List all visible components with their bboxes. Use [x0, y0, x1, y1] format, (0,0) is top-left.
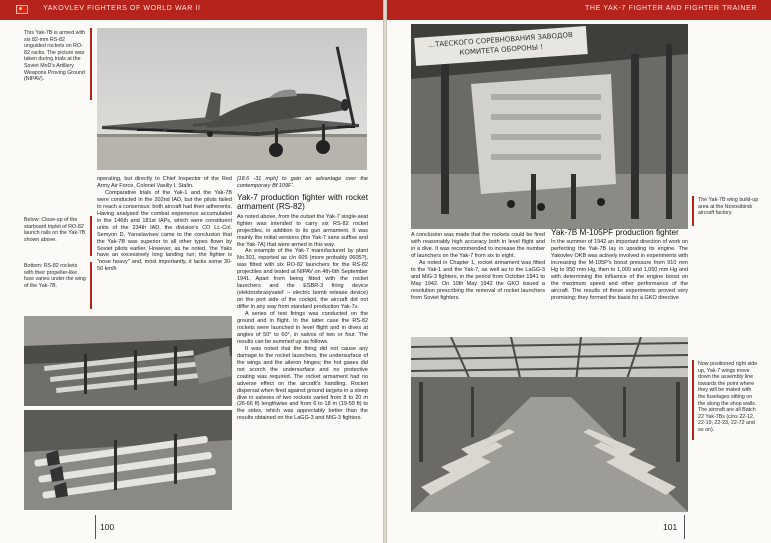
running-head-right: THE YAK-7 FIGHTER AND FIGHTER TRAINER	[585, 5, 757, 12]
caption-rule	[90, 28, 92, 100]
caption-bottom: Now positioned right side up, Yak-7 wings move down the assembly line towards the point where they will be mated with the fuselages sitting on the along the shop walls. The aircraft are all Batch 22 Yak-7Bs (c/ns 22-12, 22-19, 22-23, 22-72 and so on).	[698, 361, 758, 433]
text-column-1	[97, 176, 232, 273]
page-number: 101	[663, 522, 678, 532]
caption-top: This Yak-7B is armed with six 82-mm RS-82 unguided rockets on RO-82 racks. The picture was taken during trials at the Soviet MoD's Artillery Weapons Proving Ground (NIPAV).	[24, 30, 86, 83]
caption-rule	[90, 262, 92, 309]
paragraph: A conclusion was made that the rockets could be fired with reasonably high accuracy both in level flight and in a dive. It was recommended to increase the number of launchers on the Yak-7 from six to eight.	[411, 232, 545, 259]
photo-rs82-rockets-under-wing	[24, 410, 232, 510]
caption-bottom: Bottom: RS-82 rockets with their propeller-like fuse vanes under the wing of the Yak-7B.	[24, 263, 86, 289]
photo-wing-buildup-area	[411, 24, 688, 229]
right-page	[387, 0, 771, 543]
paragraph: As noted above, from the outset the Yak-7 single-seat fighter was intended to carry six RS-82 rocket projectiles, in addition to its gun armament. It was mainly the initial versions (the Yak-7 sans suffixe and the Yak-7A) that were armed in this way.	[237, 213, 368, 248]
text-column-1	[411, 232, 545, 302]
page-number-rule	[684, 515, 685, 539]
paragraph: operating, but directly to Chief Inspector of the Red Army Air Force, Colonel Vasiliy I. Stalin.	[97, 176, 232, 189]
paragraph: It was noted that the firing did not cause any damage to the rocket launchers, the undersurface of the wings and the aileron hinges; the hot gases did not scorch the undersurface and no protective coating was required. The rocket armament had no adverse effect on the aircraft's handling. Rocket dispersal when fired against ground targets in a steep dive in salvoes of two rockets varied from 8 to 20 m (26-66 ft) lengthwise and from 6 to 18 m (19-59 ft) to the sides, which was appreciably better than the results obtained on the LaGG-3 and MiG-3 fighters.	[237, 345, 368, 422]
text-column-2	[551, 228, 688, 302]
photo-yak7b-on-airfield	[97, 28, 367, 170]
caption-rule	[692, 360, 694, 440]
paragraph: Comparative trials of the Yak-1 and the Yak-7B were conducted in the 202nd IAD, but the pilots failed to reach a consensus: both aircraft had their adherents. Having analysed the combat experience accumulated in the 146th and 181st IAPs, which were constituent units of the 234th IAD, the division's CO Lt.-Col. Semyon D. Yaroslavtsev came to the conclusion that the Yak-7B was superior to all other types flown by Soviet pilots earlier. However, as he noted, 'the Yaks have an excessively long landing run; the fighter is "nose heavy" and, most importantly, it lacks some 30-50 km/h	[97, 189, 232, 273]
paragraph: In the summer of 1942 an important direction of work on perfecting the Yak-7B lay in uprating its engine. The Yakovlev OKB was actively involved in experiments with increasing the M-105P's boost pressure from 910 mm Hg to 950 mm Hg, then to 1,000 and 1,050 mm Hg and with determining the influence of the engine boost on the maximum speed and other performance of the aircraft. The results of these experiments proved very promising; they formed the basis for a GKO directive	[551, 239, 688, 302]
page-number-rule	[95, 515, 96, 539]
left-page	[0, 0, 383, 543]
paragraph: As noted in Chapter 1, rocket armament was fitted to the Yak-1 and the Yak-7, as well as to the LaGG-3 and MiG-3 fighters, in the period from October 1941 to May 1942. On 10th May 1942 the GKO issued a resolution prescribing the removal of rocket launchers from Soviet fighters.	[411, 259, 545, 301]
photo-launch-rails-closeup	[24, 316, 232, 406]
factory-banner: ...ТАЕСКОГО СОРЕВНОВАНИЯ ЗАВОДОВ КОМИТЕТА ОБОРОНЫ !	[414, 26, 588, 66]
caption-rule	[90, 216, 92, 256]
caption-below: Below: Close-up of the starboard triplet of RO-82 launch rails on the Yak-7B shown above.	[24, 217, 86, 243]
running-head-left: YAKOVLEV FIGHTERS OF WORLD WAR II	[43, 5, 201, 12]
paragraph: [18.6 -31 mph] to gain an advantage over the contemporary Bf 109F'.	[237, 176, 368, 189]
text-column-2	[237, 176, 368, 422]
section-heading: Yak-7 production fighter with rocket armament (RS-82)	[237, 192, 368, 212]
page-number: 100	[100, 522, 115, 532]
running-header	[387, 0, 771, 20]
paragraph: A series of test firings was conducted on the ground and in flight. In the latter case the RS-82 rockets were launched in level flight and in dives at angles of 50° to 60°, in salvos of two or four. The results can be summed up as follows.	[237, 311, 368, 345]
caption-top: The Yak-7B wing build-up area at the Novosibirsk aircraft factory.	[698, 197, 759, 217]
paragraph: An example of the Yak-7 manufactured by plant No.301, reported as c/n 605 (more probably 0605?), was fitted with six RO-82 launchers for the RS-82 projectiles and tested at NIPAV on 4th-6th September 1941. Apart from being fitted with the rocket launchers and the ESBR-3 firing device (elektrosbrasyvatel' – electric bomb release device) on the port side of the cockpit, the aircraft did not differ in any way from standard production Yak-7s.	[237, 248, 368, 311]
photo-assembly-line	[411, 337, 688, 512]
section-heading: Yak-7B M-105PF production fighter	[551, 228, 679, 237]
caption-rule	[692, 196, 694, 226]
soviet-flag-icon	[16, 5, 28, 14]
running-header	[0, 0, 383, 20]
